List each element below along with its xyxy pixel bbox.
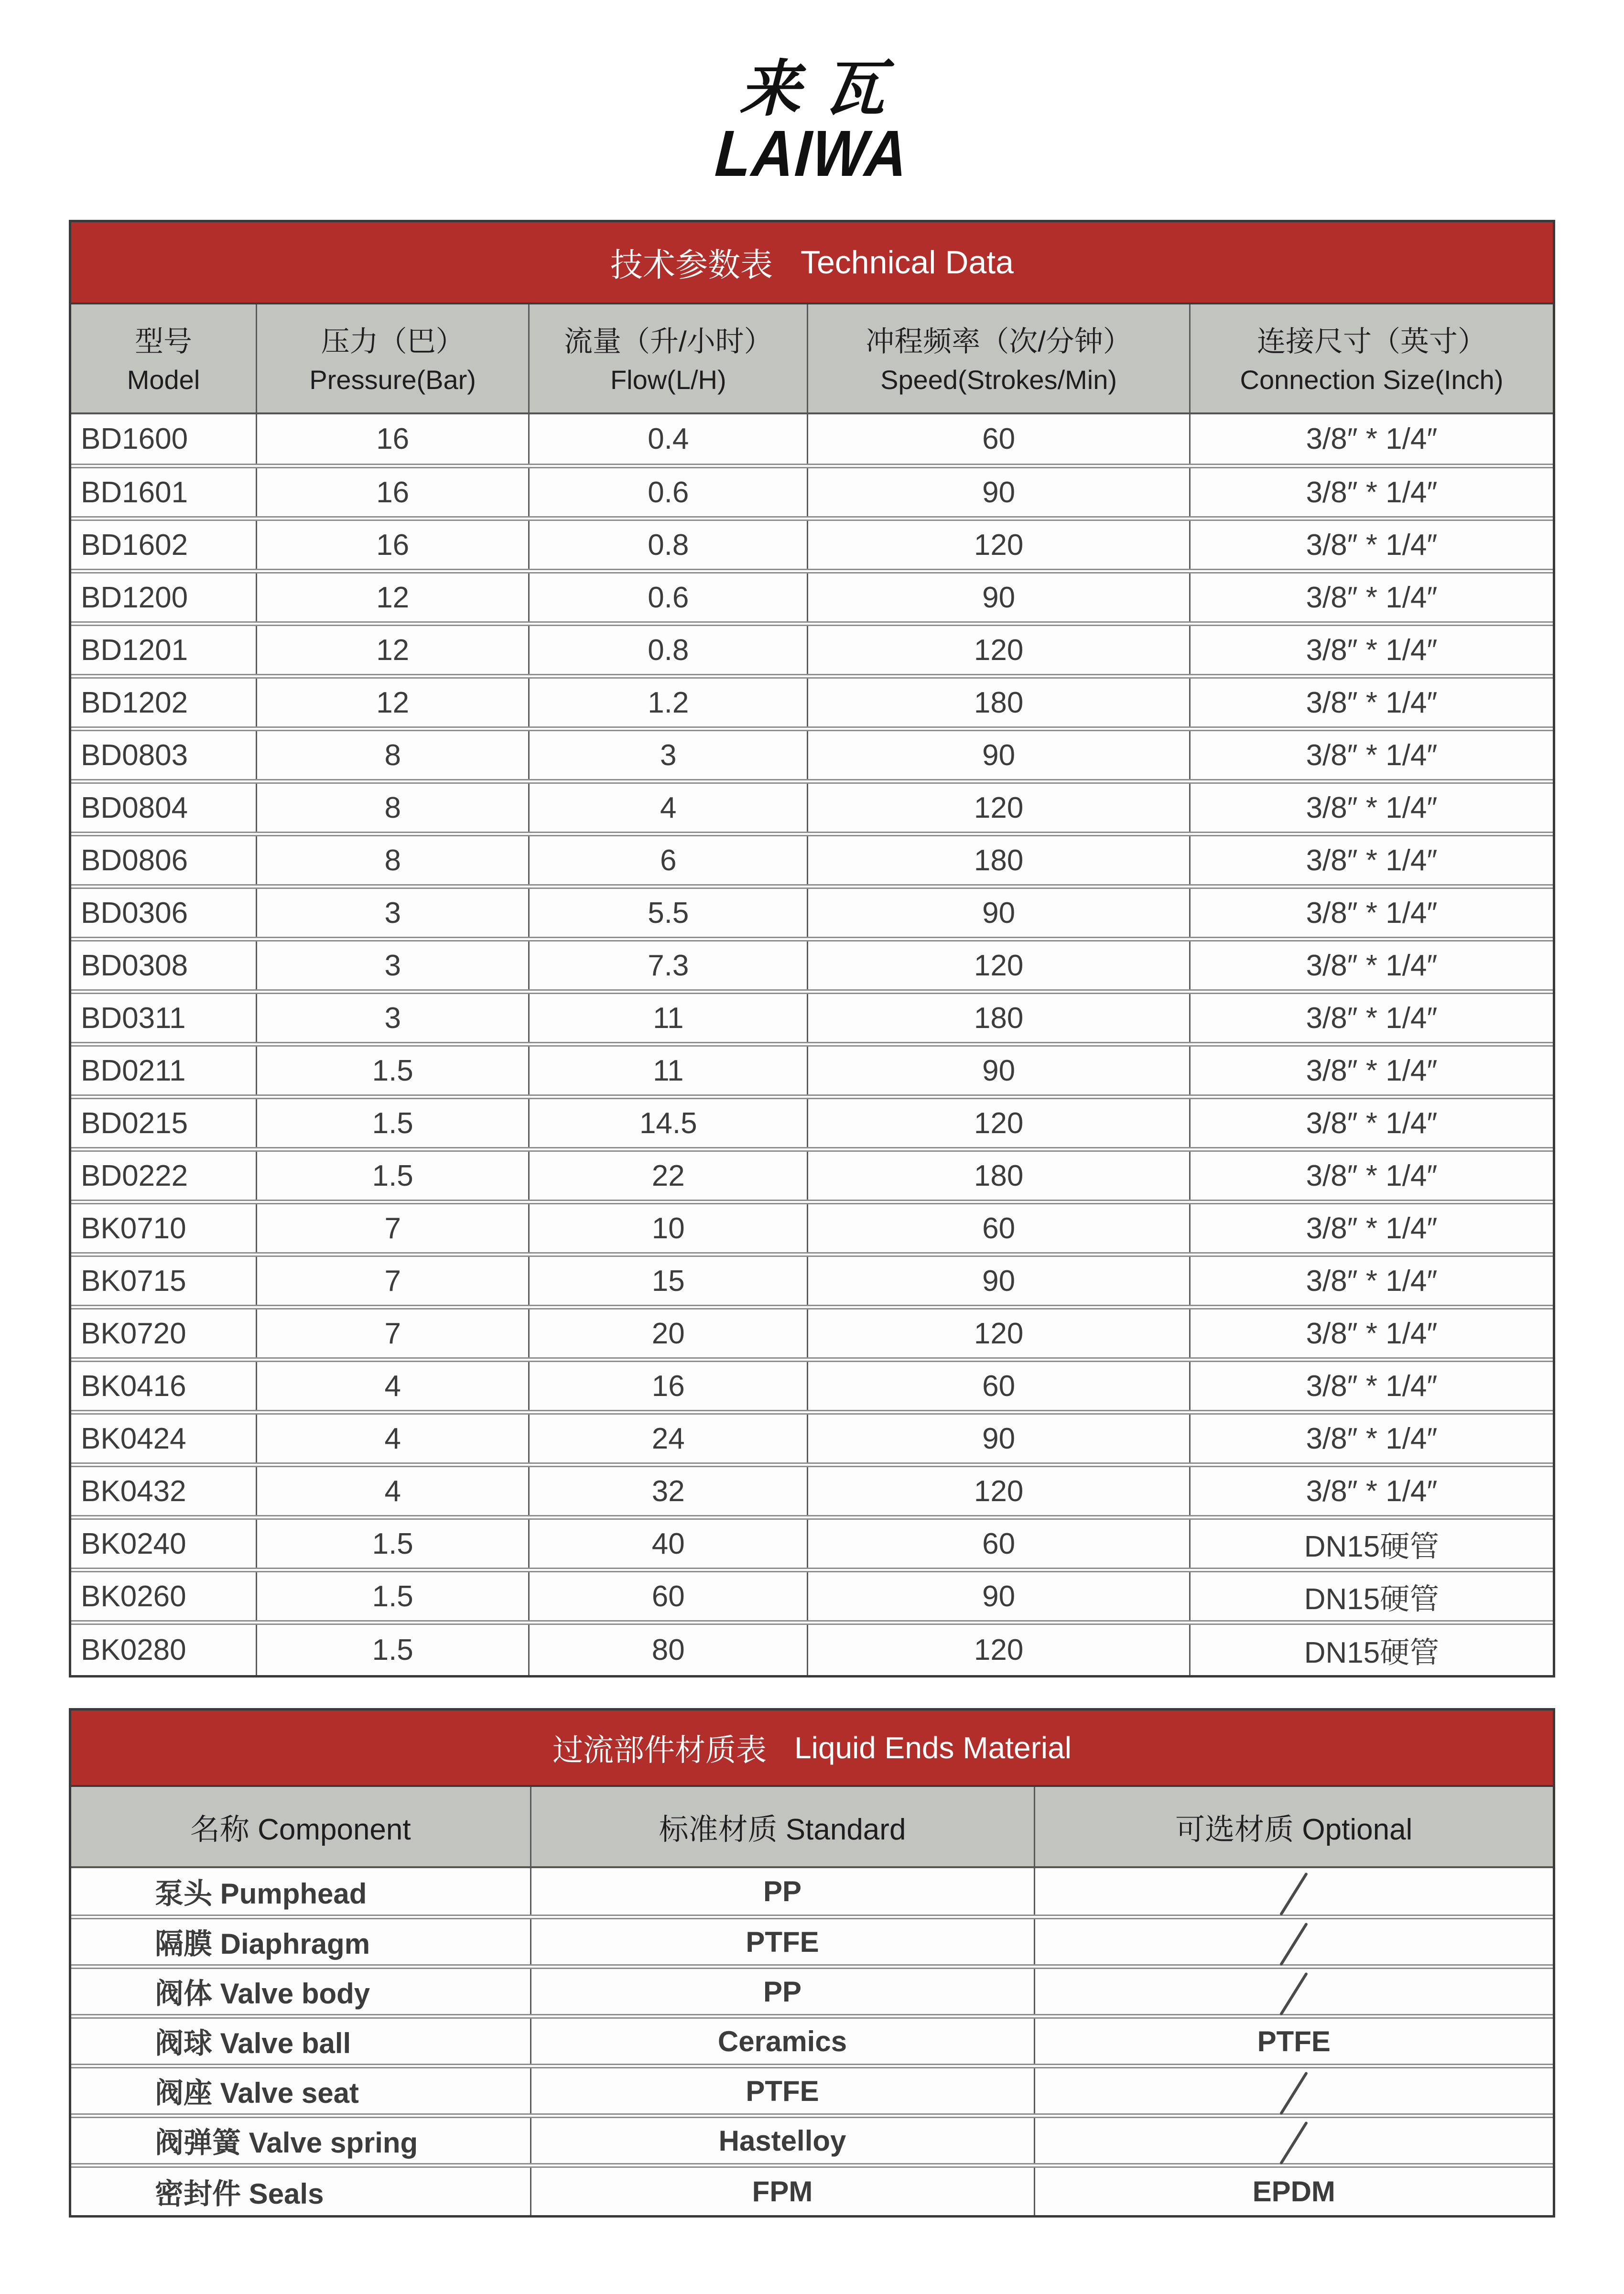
table-row xyxy=(71,2116,1553,2165)
value-cell: 90 xyxy=(808,1412,1190,1465)
table-row xyxy=(71,887,1553,939)
material-table-body xyxy=(71,1867,1553,2215)
value-cell: 3/8″ * 1/4″ xyxy=(1190,887,1553,939)
row-label-cell: BK0432 xyxy=(71,1465,257,1517)
table-row xyxy=(71,1202,1553,1255)
value-cell: 180 xyxy=(808,676,1190,729)
value-cell: 8 xyxy=(257,729,529,781)
value-cell: 180 xyxy=(808,992,1190,1044)
value-cell: 120 xyxy=(808,1623,1190,1675)
value-cell: 120 xyxy=(808,1307,1190,1360)
column-header-optional: 可选材质 Optional xyxy=(1034,1787,1553,1867)
row-label-cell: BD0311 xyxy=(71,992,257,1044)
value-cell: 120 xyxy=(808,1465,1190,1517)
table-row xyxy=(71,1097,1553,1149)
technical-data-table-block xyxy=(69,220,1555,1677)
value-cell: 90 xyxy=(808,1255,1190,1307)
table-row xyxy=(71,992,1553,1044)
not-applicable-slash xyxy=(1279,1872,1308,1915)
column-header-standard: 标准材质 Standard xyxy=(531,1787,1034,1867)
row-label-cell: 阀弹簧 Valve spring xyxy=(71,2116,531,2165)
material-table-block xyxy=(69,1708,1555,2218)
value-cell: 7 xyxy=(257,1307,529,1360)
value-cell: 40 xyxy=(529,1517,808,1570)
value-cell: DN15硬管 xyxy=(1190,1623,1553,1675)
value-cell: 16 xyxy=(257,413,529,466)
logo-brand-text: LAIWA xyxy=(713,117,911,190)
value-cell: 3/8″ * 1/4″ xyxy=(1190,1202,1553,1255)
value-cell: 3 xyxy=(529,729,808,781)
value-cell: 1.5 xyxy=(257,1149,529,1202)
value-cell: 0.8 xyxy=(529,519,808,571)
technical-table-header xyxy=(71,304,1553,413)
technical-data-table xyxy=(71,304,1553,1675)
row-label-cell: BK0240 xyxy=(71,1517,257,1570)
logo-chinese-calligraphy: 来瓦 xyxy=(739,55,908,123)
value-cell: 8 xyxy=(257,834,529,887)
not-applicable-slash xyxy=(1279,1972,1308,2015)
brand-logo xyxy=(0,0,1624,190)
value-cell: DN15硬管 xyxy=(1190,1517,1553,1570)
table-row xyxy=(71,519,1553,571)
row-label-cell: 密封件 Seals xyxy=(71,2165,531,2215)
row-label-cell: 泵头 Pumphead xyxy=(71,1867,531,1917)
value-cell: 3/8″ * 1/4″ xyxy=(1190,1097,1553,1149)
material-title-en: Liquid Ends Material xyxy=(794,1731,1072,1765)
row-label-cell: BD1602 xyxy=(71,519,257,571)
table-row xyxy=(71,2016,1553,2066)
value-cell: 3/8″ * 1/4″ xyxy=(1190,1412,1553,1465)
value-cell: 5.5 xyxy=(529,887,808,939)
technical-data-title-cn: 技术参数表 xyxy=(610,247,773,283)
row-label-cell: BK0715 xyxy=(71,1255,257,1307)
column-header-connection-size: 连接尺寸（英寸） Connection Size(Inch) xyxy=(1190,304,1553,413)
value-cell: 90 xyxy=(808,571,1190,624)
column-header-flow: 流量（升/小时） Flow(L/H) xyxy=(529,304,808,413)
table-row xyxy=(71,1967,1553,2016)
value-cell: 3/8″ * 1/4″ xyxy=(1190,834,1553,887)
value-cell: 8 xyxy=(257,781,529,834)
not-applicable-slash xyxy=(1279,2071,1308,2115)
value-cell: PTFE xyxy=(1034,2016,1553,2066)
row-label-cell: BD1601 xyxy=(71,466,257,519)
value-cell: 0.4 xyxy=(529,413,808,466)
table-row xyxy=(71,1412,1553,1465)
value-cell: 3/8″ * 1/4″ xyxy=(1190,781,1553,834)
value-cell: 3/8″ * 1/4″ xyxy=(1190,729,1553,781)
value-cell: 11 xyxy=(529,1044,808,1097)
value-cell: 7 xyxy=(257,1202,529,1255)
value-cell: 3 xyxy=(257,939,529,992)
value-cell: 3/8″ * 1/4″ xyxy=(1190,571,1553,624)
table-row xyxy=(71,1307,1553,1360)
table-row xyxy=(71,1044,1553,1097)
row-label-cell: 阀体 Valve body xyxy=(71,1967,531,2016)
table-row xyxy=(71,1517,1553,1570)
value-cell: 7 xyxy=(257,1255,529,1307)
material-title-cn: 过流部件材质表 xyxy=(552,1733,767,1768)
table-row xyxy=(71,1867,1553,1917)
not-applicable-slash xyxy=(1279,1922,1308,1966)
value-cell: 120 xyxy=(808,939,1190,992)
row-label-cell: BD0306 xyxy=(71,887,257,939)
value-cell: 22 xyxy=(529,1149,808,1202)
value-cell xyxy=(1034,2116,1553,2165)
value-cell: PP xyxy=(531,1967,1034,2016)
table-row xyxy=(71,2066,1553,2116)
value-cell: 3/8″ * 1/4″ xyxy=(1190,1044,1553,1097)
value-cell: 60 xyxy=(808,1360,1190,1412)
value-cell: 0.6 xyxy=(529,571,808,624)
value-cell: 16 xyxy=(529,1360,808,1412)
value-cell: 4 xyxy=(529,781,808,834)
value-cell: 32 xyxy=(529,1465,808,1517)
table-row xyxy=(71,781,1553,834)
row-label-cell: BD1202 xyxy=(71,676,257,729)
value-cell: Hastelloy xyxy=(531,2116,1034,2165)
value-cell: 12 xyxy=(257,676,529,729)
value-cell: 0.8 xyxy=(529,624,808,676)
value-cell: 1.5 xyxy=(257,1517,529,1570)
row-label-cell: BK0720 xyxy=(71,1307,257,1360)
table-row xyxy=(71,571,1553,624)
value-cell: 3/8″ * 1/4″ xyxy=(1190,939,1553,992)
technical-data-title-en: Technical Data xyxy=(800,244,1014,281)
column-header-pressure: 压力（巴） Pressure(Bar) xyxy=(257,304,529,413)
value-cell: 90 xyxy=(808,729,1190,781)
value-cell xyxy=(1034,1917,1553,1967)
row-label-cell: BK0416 xyxy=(71,1360,257,1412)
table-row xyxy=(71,729,1553,781)
value-cell: 14.5 xyxy=(529,1097,808,1149)
row-label-cell: 阀座 Valve seat xyxy=(71,2066,531,2116)
column-header-component: 名称 Component xyxy=(71,1787,531,1867)
value-cell: 0.6 xyxy=(529,466,808,519)
value-cell: 10 xyxy=(529,1202,808,1255)
value-cell: 3/8″ * 1/4″ xyxy=(1190,519,1553,571)
value-cell: 16 xyxy=(257,466,529,519)
value-cell: 4 xyxy=(257,1465,529,1517)
material-table xyxy=(71,1787,1553,2215)
value-cell: 7.3 xyxy=(529,939,808,992)
value-cell xyxy=(1034,2066,1553,2116)
value-cell: 11 xyxy=(529,992,808,1044)
value-cell: 3/8″ * 1/4″ xyxy=(1190,992,1553,1044)
technical-table-body xyxy=(71,413,1553,1675)
row-label-cell: BK0424 xyxy=(71,1412,257,1465)
row-label-cell: 阀球 Valve ball xyxy=(71,2016,531,2066)
value-cell: 1.5 xyxy=(257,1097,529,1149)
value-cell: 3/8″ * 1/4″ xyxy=(1190,1360,1553,1412)
value-cell: 4 xyxy=(257,1412,529,1465)
value-cell: 3 xyxy=(257,887,529,939)
row-label-cell: 隔膜 Diaphragm xyxy=(71,1917,531,1967)
row-label-cell: BK0280 xyxy=(71,1623,257,1675)
value-cell: 3/8″ * 1/4″ xyxy=(1190,413,1553,466)
row-label-cell: BD1200 xyxy=(71,571,257,624)
value-cell: FPM xyxy=(531,2165,1034,2215)
row-label-cell: BD1600 xyxy=(71,413,257,466)
value-cell: PTFE xyxy=(531,2066,1034,2116)
value-cell: EPDM xyxy=(1034,2165,1553,2215)
value-cell: PP xyxy=(531,1867,1034,1917)
not-applicable-slash xyxy=(1279,2121,1308,2164)
value-cell: 20 xyxy=(529,1307,808,1360)
value-cell: 60 xyxy=(529,1570,808,1623)
value-cell: 90 xyxy=(808,466,1190,519)
value-cell: 1.5 xyxy=(257,1570,529,1623)
value-cell: 1.5 xyxy=(257,1623,529,1675)
material-table-header xyxy=(71,1787,1553,1867)
value-cell: 15 xyxy=(529,1255,808,1307)
value-cell: 3/8″ * 1/4″ xyxy=(1190,624,1553,676)
row-label-cell: BD0806 xyxy=(71,834,257,887)
value-cell: 1.5 xyxy=(257,1044,529,1097)
row-label-cell: BD0804 xyxy=(71,781,257,834)
value-cell: 6 xyxy=(529,834,808,887)
value-cell: 120 xyxy=(808,519,1190,571)
value-cell: 16 xyxy=(257,519,529,571)
value-cell: 60 xyxy=(808,1202,1190,1255)
value-cell: Ceramics xyxy=(531,2016,1034,2066)
table-row xyxy=(71,1917,1553,1967)
table-row xyxy=(71,624,1553,676)
value-cell: 120 xyxy=(808,781,1190,834)
value-cell: PTFE xyxy=(531,1917,1034,1967)
technical-data-banner xyxy=(71,222,1553,304)
table-row xyxy=(71,466,1553,519)
row-label-cell: BD0308 xyxy=(71,939,257,992)
value-cell: 60 xyxy=(808,413,1190,466)
row-label-cell: BD0803 xyxy=(71,729,257,781)
table-row xyxy=(71,1570,1553,1623)
column-header-model: 型号 Model xyxy=(71,304,257,413)
row-label-cell: BK0710 xyxy=(71,1202,257,1255)
table-row xyxy=(71,834,1553,887)
row-label-cell: BD0222 xyxy=(71,1149,257,1202)
value-cell: 90 xyxy=(808,1044,1190,1097)
value-cell: 90 xyxy=(808,887,1190,939)
value-cell: 3 xyxy=(257,992,529,1044)
value-cell xyxy=(1034,1867,1553,1917)
value-cell: 3/8″ * 1/4″ xyxy=(1190,1307,1553,1360)
value-cell: 180 xyxy=(808,1149,1190,1202)
value-cell: 4 xyxy=(257,1360,529,1412)
value-cell xyxy=(1034,1967,1553,2016)
table-row xyxy=(71,1623,1553,1675)
value-cell: 3/8″ * 1/4″ xyxy=(1190,1465,1553,1517)
value-cell: 180 xyxy=(808,834,1190,887)
table-row xyxy=(71,413,1553,466)
row-label-cell: BD1201 xyxy=(71,624,257,676)
value-cell: 12 xyxy=(257,571,529,624)
value-cell: 24 xyxy=(529,1412,808,1465)
value-cell: 3/8″ * 1/4″ xyxy=(1190,1255,1553,1307)
value-cell: 90 xyxy=(808,1570,1190,1623)
table-row xyxy=(71,1360,1553,1412)
value-cell: 3/8″ * 1/4″ xyxy=(1190,676,1553,729)
table-row xyxy=(71,1465,1553,1517)
table-row xyxy=(71,2165,1553,2215)
value-cell: 120 xyxy=(808,1097,1190,1149)
value-cell: 3/8″ * 1/4″ xyxy=(1190,1149,1553,1202)
row-label-cell: BD0211 xyxy=(71,1044,257,1097)
value-cell: 120 xyxy=(808,624,1190,676)
table-row xyxy=(71,1255,1553,1307)
table-row xyxy=(71,1149,1553,1202)
table-row xyxy=(71,939,1553,992)
value-cell: 60 xyxy=(808,1517,1190,1570)
material-banner xyxy=(71,1710,1553,1787)
value-cell: 80 xyxy=(529,1623,808,1675)
value-cell: DN15硬管 xyxy=(1190,1570,1553,1623)
row-label-cell: BD0215 xyxy=(71,1097,257,1149)
value-cell: 12 xyxy=(257,624,529,676)
row-label-cell: BK0260 xyxy=(71,1570,257,1623)
value-cell: 3/8″ * 1/4″ xyxy=(1190,466,1553,519)
column-header-speed: 冲程频率（次/分钟） Speed(Strokes/Min) xyxy=(808,304,1190,413)
table-row xyxy=(71,676,1553,729)
value-cell: 1.2 xyxy=(529,676,808,729)
